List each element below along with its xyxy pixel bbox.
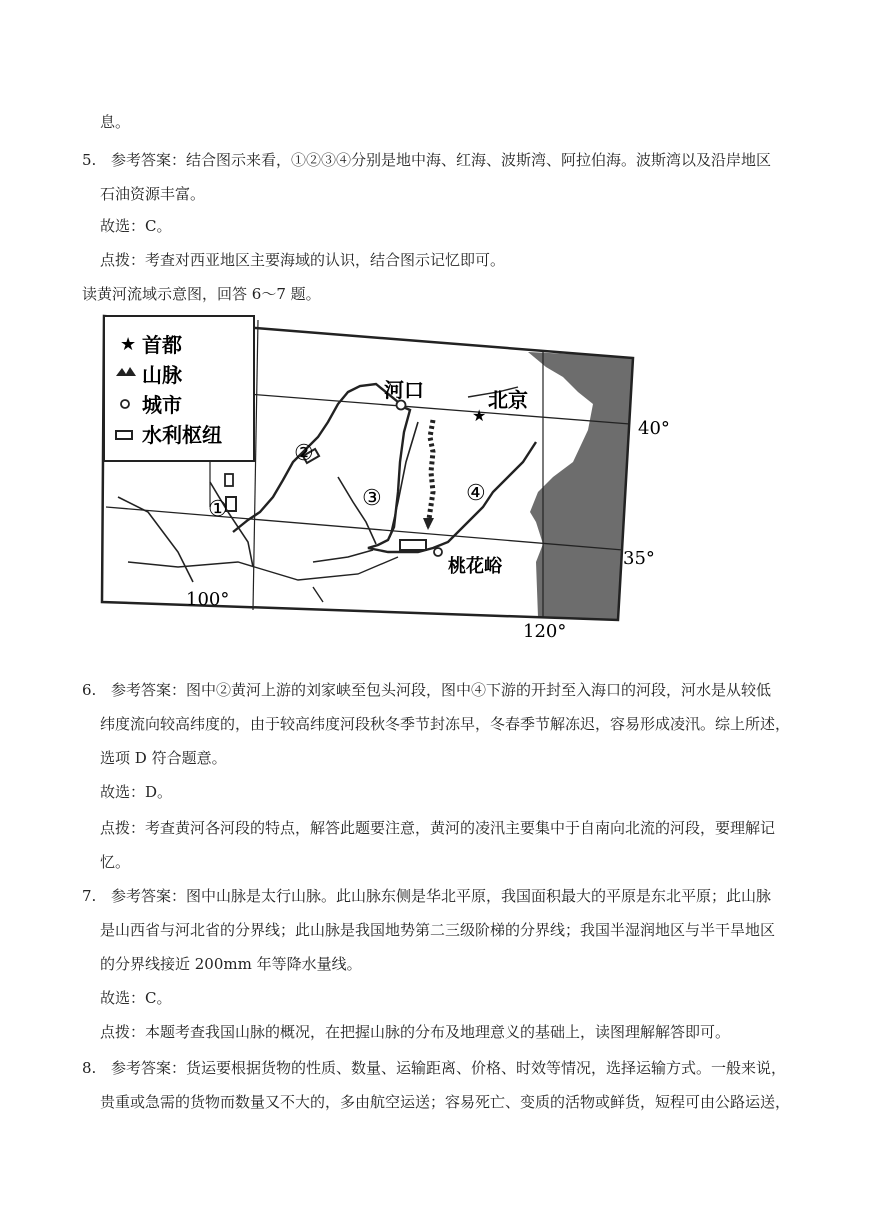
answer-text: 参考答案：图中山脉是太行山脉。此山脉东侧是华北平原，我国面积最大的平原是东北平原；此山脉 — [111, 887, 772, 905]
question-intro: 读黄河流域示意图，回答 6～7 题。 — [82, 285, 321, 303]
river — [118, 497, 193, 582]
answer-choice: 故选：D。 — [100, 783, 173, 801]
mountain-icon — [423, 518, 434, 530]
text-line: 息。 — [100, 113, 131, 131]
star-icon: ★ — [472, 406, 487, 425]
answer-choice: 故选：C。 — [100, 989, 172, 1007]
answer-text: 是山西省与河北省的分界线；此山脉是我国地势第二三级阶梯的分界线；我国半湿润地区与半干旱地区 — [100, 921, 776, 939]
star-icon: ★ — [120, 334, 137, 355]
answer-text: 参考答案：结合图示来看，①②③④分别是地中海、红海、波斯湾、阿拉伯海。波斯湾以及沿岸地区 — [111, 151, 772, 169]
label-beijing: 北京 — [488, 388, 528, 412]
marker-3: ③ — [362, 486, 382, 511]
legend-mountain: 山脉 — [142, 363, 182, 387]
marker-1: ① — [208, 497, 228, 522]
label-lon-120: 120° — [523, 621, 567, 642]
answer-tip: 点拨：本题考查我国山脉的概况，在把握山脉的分布及地理意义的基础上，读图理解解答即可。 — [100, 1023, 731, 1041]
yellow-river-basin-map — [98, 312, 678, 642]
answer-tip: 点拨：考查对西亚地区主要海域的认识，结合图示记忆即可。 — [100, 251, 506, 269]
label-hekou: 河口 — [384, 378, 424, 402]
answer-tip: 忆。 — [100, 853, 131, 871]
answer-text: 参考答案：图中②黄河上游的刘家峡至包头河段，图中④下游的开封至入海口的河段，河水是从较低 — [111, 681, 772, 699]
answer-text: 石油资源丰富。 — [100, 185, 206, 203]
sea-area — [528, 352, 633, 620]
label-taohuayu: 桃花峪 — [448, 556, 502, 577]
question-number: 6. — [82, 681, 97, 699]
answer-text: 纬度流向较高纬度的，由于较高纬度河段秋冬季节封冻早，冬春季节解冻迟，容易形成凌汛。综上所述， — [100, 715, 791, 733]
dam-marker — [400, 540, 426, 550]
river — [313, 550, 373, 562]
latitude-line-40 — [248, 394, 630, 424]
answer-text: 的分界线接近 200mm 年等降水量线。 — [100, 955, 362, 973]
label-lon-100: 100° — [186, 589, 230, 610]
legend-capital: 首都 — [142, 333, 182, 357]
marker-2: ② — [294, 441, 314, 466]
river — [210, 482, 253, 567]
answer-text: 选项 D 符合题意。 — [100, 749, 227, 767]
answer-tip: 点拨：考查黄河各河段的特点，解答此题要注意，黄河的凌汛主要集中于自南向北流的河段，要理解记 — [100, 819, 776, 837]
label-lat-35: 35° — [623, 548, 655, 569]
river — [128, 557, 398, 580]
dam-marker — [225, 474, 233, 486]
marker-4: ④ — [466, 481, 486, 506]
river — [313, 587, 323, 602]
answer-choice: 故选：C。 — [100, 217, 172, 235]
city-marker-taohuayu — [434, 548, 442, 556]
legend-dam: 水利枢纽 — [142, 423, 222, 447]
legend-city: 城市 — [142, 393, 182, 417]
mountain-range — [428, 420, 433, 527]
answer-text: 贵重或急需的货物而数量又不大的，多由航空运送；容易死亡、变质的活物或鲜货，短程可由公路运送， — [100, 1093, 791, 1111]
question-number: 5. — [82, 151, 97, 169]
answer-text: 参考答案：货运要根据货物的性质、数量、运输距离、价格、时效等情况，选择运输方式。一般来说， — [111, 1059, 787, 1077]
question-number: 7. — [82, 887, 97, 905]
question-number: 8. — [82, 1059, 97, 1077]
label-lat-40: 40° — [638, 418, 670, 439]
